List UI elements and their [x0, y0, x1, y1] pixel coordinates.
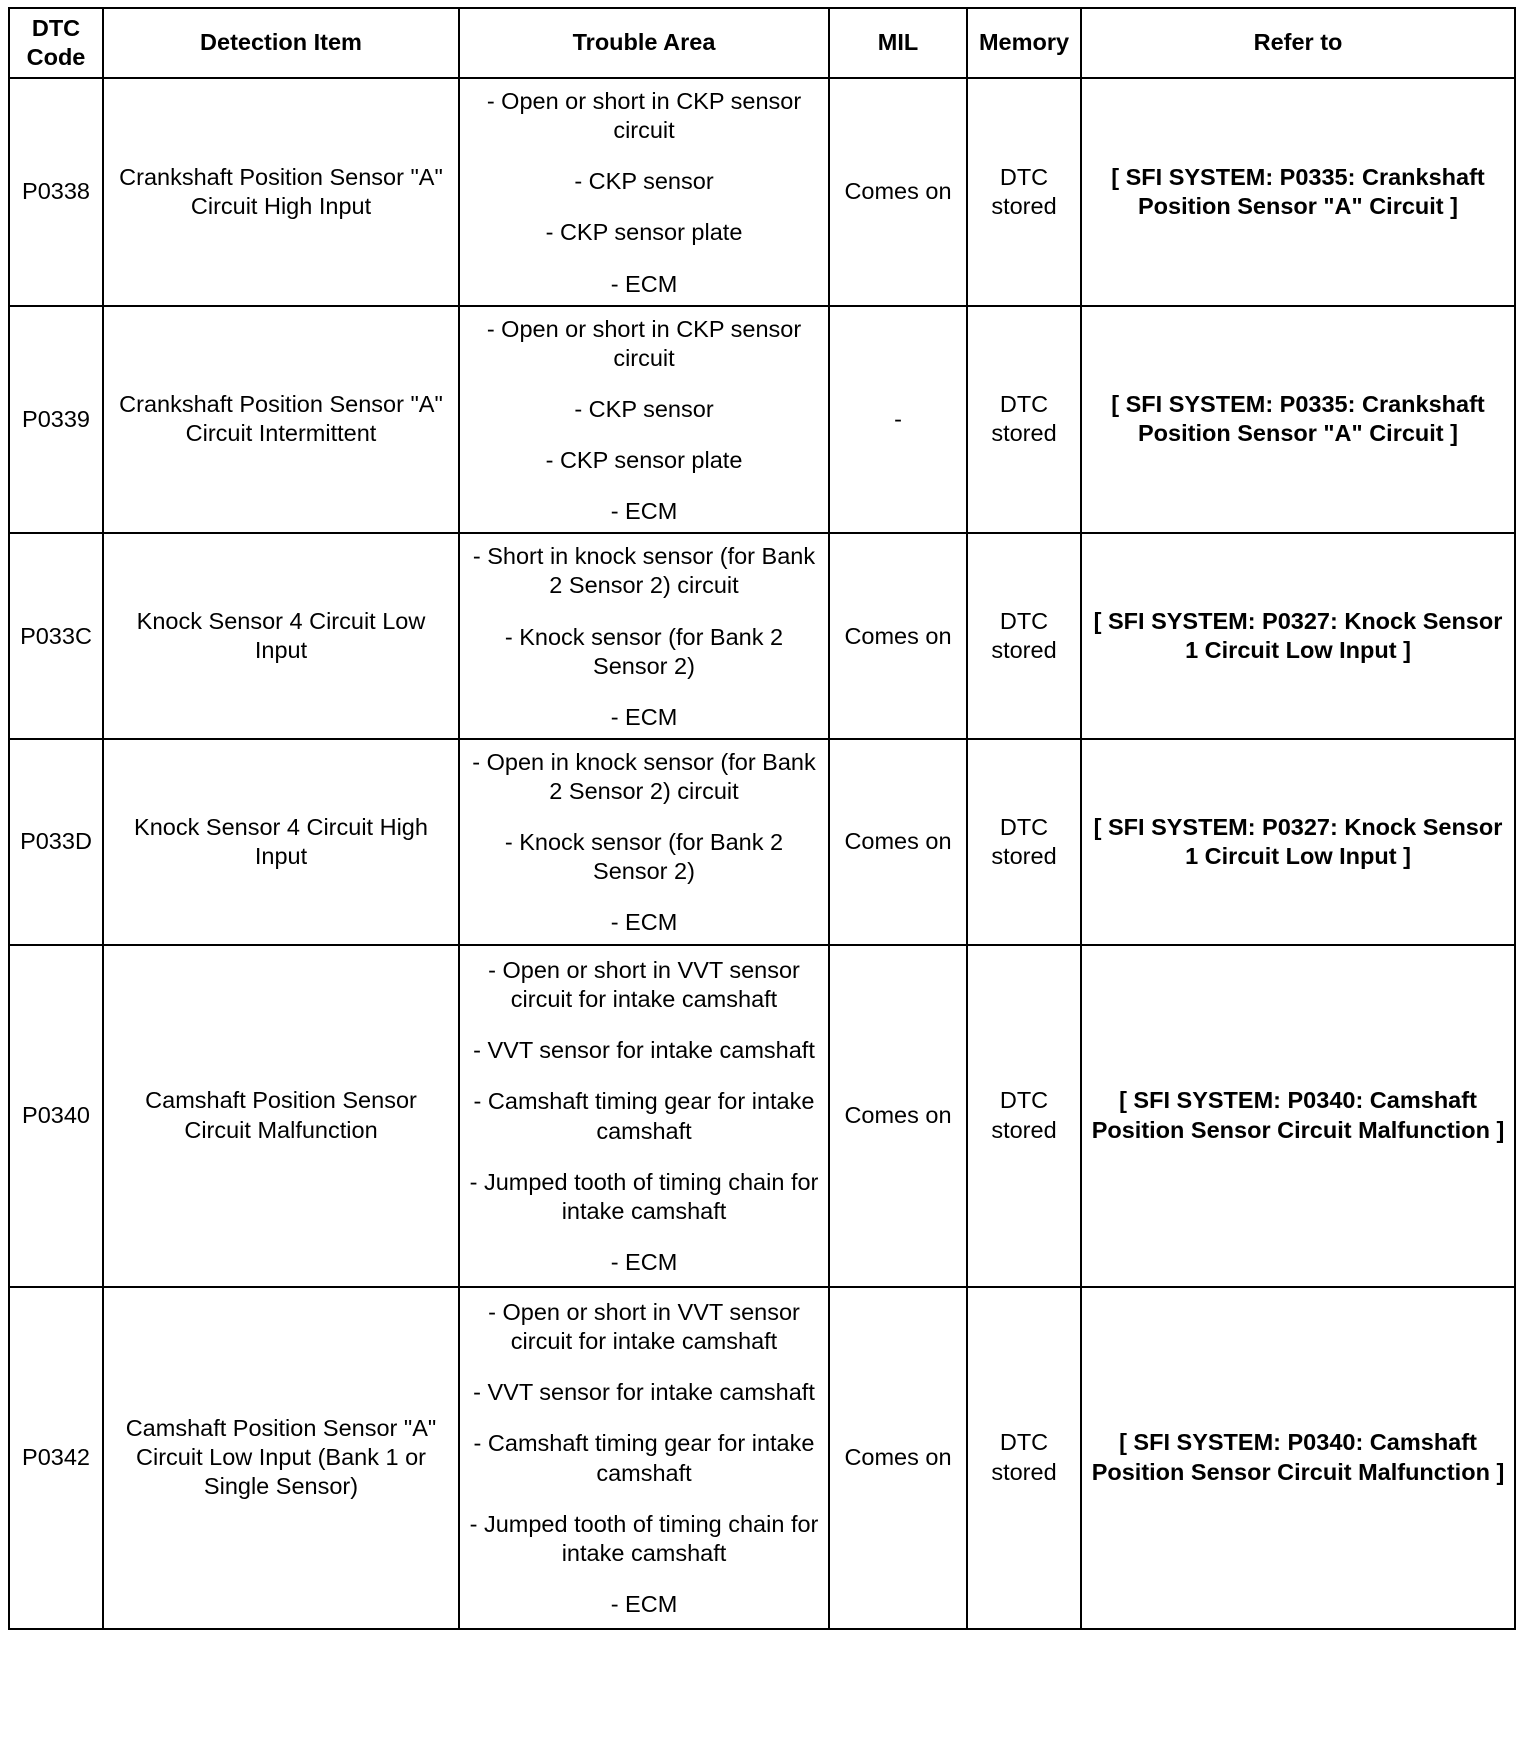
detection-item-cell: Camshaft Position Sensor "A" Circuit Low Input (Bank 1 or Single Sensor) — [103, 1287, 459, 1629]
header-detection-item: Detection Item — [103, 8, 459, 78]
trouble-area-list — [468, 79, 820, 305]
trouble-area-item: - VVT sensor for intake camshaft — [473, 1037, 815, 1064]
trouble-area-item: - Jumped tooth of timing chain for intake camshaft — [469, 1168, 819, 1224]
table-row — [9, 306, 1515, 534]
dtc-code-cell: P0338 — [9, 78, 103, 306]
trouble-area-item: - Short in knock sensor (for Bank 2 Sensor 2) circuit — [472, 543, 816, 599]
table-row — [9, 533, 1515, 739]
trouble-area-item: - Camshaft timing gear for intake camshaft — [473, 1088, 815, 1144]
trouble-area-list — [468, 534, 820, 738]
detection-item-cell: Camshaft Position Sensor Circuit Malfunction — [103, 945, 459, 1287]
memory-cell: DTC stored — [967, 306, 1081, 534]
dtc-code-cell: P0339 — [9, 306, 103, 534]
trouble-area-item: - Knock sensor (for Bank 2 Sensor 2) — [504, 829, 784, 885]
dtc-code-cell: P0340 — [9, 945, 103, 1287]
detection-item-cell: Knock Sensor 4 Circuit Low Input — [103, 533, 459, 739]
trouble-area-item: - Open or short in VVT sensor circuit for intake camshaft — [488, 957, 800, 1013]
trouble-area-cell — [459, 945, 829, 1287]
header-refer-to: Refer to — [1081, 8, 1515, 78]
trouble-area-list — [468, 307, 820, 533]
detection-item-cell: Crankshaft Position Sensor "A" Circuit Intermittent — [103, 306, 459, 534]
dtc-code-cell: P033C — [9, 533, 103, 739]
memory-cell: DTC stored — [967, 739, 1081, 945]
table-row — [9, 1287, 1515, 1629]
trouble-area-cell — [459, 306, 829, 534]
table-row — [9, 739, 1515, 945]
trouble-area-item: - ECM — [610, 1590, 678, 1617]
trouble-area-item: - Jumped tooth of timing chain for intake camshaft — [469, 1510, 819, 1566]
trouble-area-list — [468, 948, 820, 1283]
header-dtc-code: DTC Code — [9, 8, 103, 78]
trouble-area-item: - ECM — [610, 270, 678, 297]
dtc-table — [8, 7, 1516, 1630]
trouble-area-item: - CKP sensor — [574, 395, 714, 422]
memory-cell: DTC stored — [967, 533, 1081, 739]
trouble-area-item: - Knock sensor (for Bank 2 Sensor 2) — [504, 623, 784, 679]
mil-cell: Comes on — [829, 945, 967, 1287]
table-body — [9, 78, 1515, 1629]
trouble-area-cell — [459, 739, 829, 945]
mil-cell: Comes on — [829, 739, 967, 945]
trouble-area-cell — [459, 78, 829, 306]
trouble-area-item: - CKP sensor — [574, 168, 714, 195]
refer-to-cell: [ SFI SYSTEM: P0340: Camshaft Position Sensor Circuit Malfunction ] — [1081, 1287, 1515, 1629]
memory-cell: DTC stored — [967, 945, 1081, 1287]
detection-item-cell: Crankshaft Position Sensor "A" Circuit High Input — [103, 78, 459, 306]
trouble-area-item: - ECM — [610, 498, 678, 525]
refer-to-cell: [ SFI SYSTEM: P0335: Crankshaft Position Sensor "A" Circuit ] — [1081, 78, 1515, 306]
header-memory: Memory — [967, 8, 1081, 78]
memory-cell: DTC stored — [967, 1287, 1081, 1629]
header-mil: MIL — [829, 8, 967, 78]
trouble-area-item: - Open or short in CKP sensor circuit — [486, 315, 802, 371]
trouble-area-cell — [459, 533, 829, 739]
trouble-area-list — [468, 1290, 820, 1625]
trouble-area-cell — [459, 1287, 829, 1629]
refer-to-cell: [ SFI SYSTEM: P0340: Camshaft Position Sensor Circuit Malfunction ] — [1081, 945, 1515, 1287]
header-row — [9, 8, 1515, 78]
trouble-area-item: - VVT sensor for intake camshaft — [473, 1379, 815, 1406]
refer-to-cell: [ SFI SYSTEM: P0327: Knock Sensor 1 Circuit Low Input ] — [1081, 533, 1515, 739]
trouble-area-list — [468, 740, 820, 944]
mil-cell: - — [829, 306, 967, 534]
dtc-code-cell: P0342 — [9, 1287, 103, 1629]
table-row — [9, 78, 1515, 306]
table-header — [9, 8, 1515, 78]
trouble-area-item: - Open or short in VVT sensor circuit for intake camshaft — [488, 1299, 800, 1355]
memory-cell: DTC stored — [967, 78, 1081, 306]
header-trouble-area: Trouble Area — [459, 8, 829, 78]
detection-item-cell: Knock Sensor 4 Circuit High Input — [103, 739, 459, 945]
trouble-area-item: - ECM — [610, 703, 678, 730]
trouble-area-item: - ECM — [610, 1248, 678, 1275]
trouble-area-item: - CKP sensor plate — [545, 219, 743, 246]
trouble-area-item: - ECM — [610, 909, 678, 936]
mil-cell: Comes on — [829, 78, 967, 306]
trouble-area-item: - Camshaft timing gear for intake camshaft — [473, 1430, 815, 1486]
refer-to-cell: [ SFI SYSTEM: P0327: Knock Sensor 1 Circuit Low Input ] — [1081, 739, 1515, 945]
trouble-area-item: - CKP sensor plate — [545, 447, 743, 473]
mil-cell: Comes on — [829, 533, 967, 739]
table-row — [9, 945, 1515, 1287]
mil-cell: Comes on — [829, 1287, 967, 1629]
trouble-area-item: - Open or short in CKP sensor circuit — [486, 88, 802, 144]
trouble-area-item: - Open in knock sensor (for Bank 2 Sensor 2) circuit — [472, 748, 816, 804]
refer-to-cell: [ SFI SYSTEM: P0335: Crankshaft Position Sensor "A" Circuit ] — [1081, 306, 1515, 534]
dtc-code-cell: P033D — [9, 739, 103, 945]
